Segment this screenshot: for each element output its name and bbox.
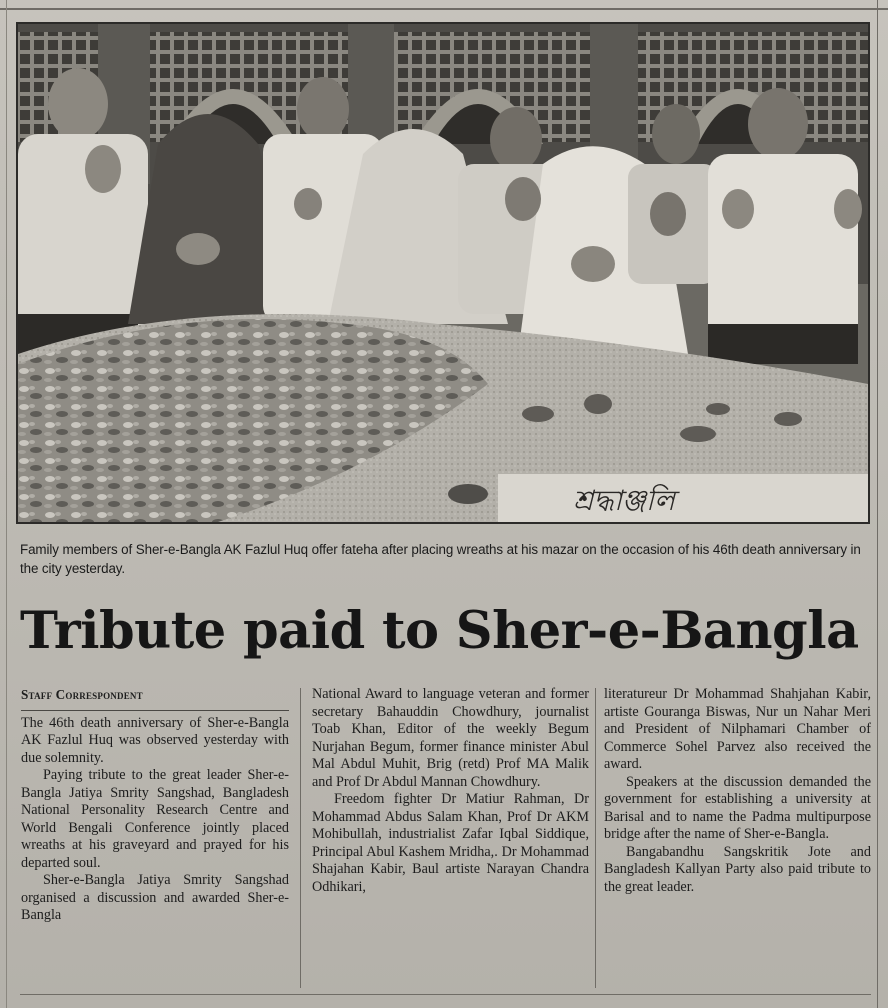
column-divider <box>300 688 301 988</box>
byline: Staff Correspondent <box>21 686 289 711</box>
article-column-3 <box>604 686 871 896</box>
paragraph: Bangabandhu Sangskritik Jote and Bangladesh Kallyan Party also paid tribute to the great leader. <box>604 843 871 895</box>
news-photo <box>16 22 870 524</box>
article-column-2 <box>312 686 589 896</box>
headline: Tribute paid to Sher-e-Bangla <box>20 601 859 661</box>
left-column-rule <box>6 0 7 1008</box>
article-column-1 <box>21 686 289 925</box>
top-rule <box>0 8 888 10</box>
paragraph: The 46th death anniversary of Sher-e-Bangla AK Fazlul Huq was observed yesterday with due solemnity. <box>21 714 289 766</box>
paragraph: Sher-e-Bangla Jatiya Smrity Sangshad organised a discussion and awarded Sher-e-Bangla <box>21 872 289 923</box>
column-divider <box>595 688 596 988</box>
paragraph: Paying tribute to the great leader Sher-e-Bangla Jatiya Smrity Sangshad, Bangladesh National Personality Research Centre and World Bengali Conference jointly placed wreaths at his graveyard and prayed for his departed soul. <box>21 767 289 871</box>
right-column-rule <box>877 0 878 1008</box>
paragraph: literatureur Dr Mohammad Shahjahan Kabir, artiste Gouranga Biswas, Nur un Nahar Meri and President of Nilphamari Chamber of Commerce Sohel Parvez also received the award. <box>604 686 871 772</box>
paragraph: Speakers at the discussion demanded the government for establishing a university at Barisal and to name the Padma multipurpose bridge after the name of Sher-e-Bangla. <box>604 773 871 842</box>
paragraph: Freedom fighter Dr Matiur Rahman, Dr Mohammad Abdus Salam Khan, Prof Dr AKM Mohibullah, industrialist Zafar Iqbal Siddique, Principal Abul Kashem Mridha,. Dr Mohammad Shajahan Kabir, Baul artiste Narayan Chandra Odhikari, <box>312 791 589 895</box>
bottom-rule <box>20 994 871 995</box>
wreath-bengali-text: শ্রদ্ধাঞ্জলি <box>573 484 675 517</box>
photo-illustration <box>18 24 868 522</box>
photo-caption: Family members of Sher-e-Bangla AK Fazlul Huq offer fateha after placing wreaths at his mazar on the occasion of his 46th death anniversary in the city yesterday. <box>20 542 861 576</box>
paragraph: National Award to language veteran and former secretary Bahauddin Chowdhury, journalist Toab Khan, Editor of the weekly Begum Nurjahan Begum, former finance minister Abul Mal Abdul Muhit, Brig (retd) Prof MA Malik and Prof Dr Abdul Mannan Chowdhury. <box>312 686 589 790</box>
